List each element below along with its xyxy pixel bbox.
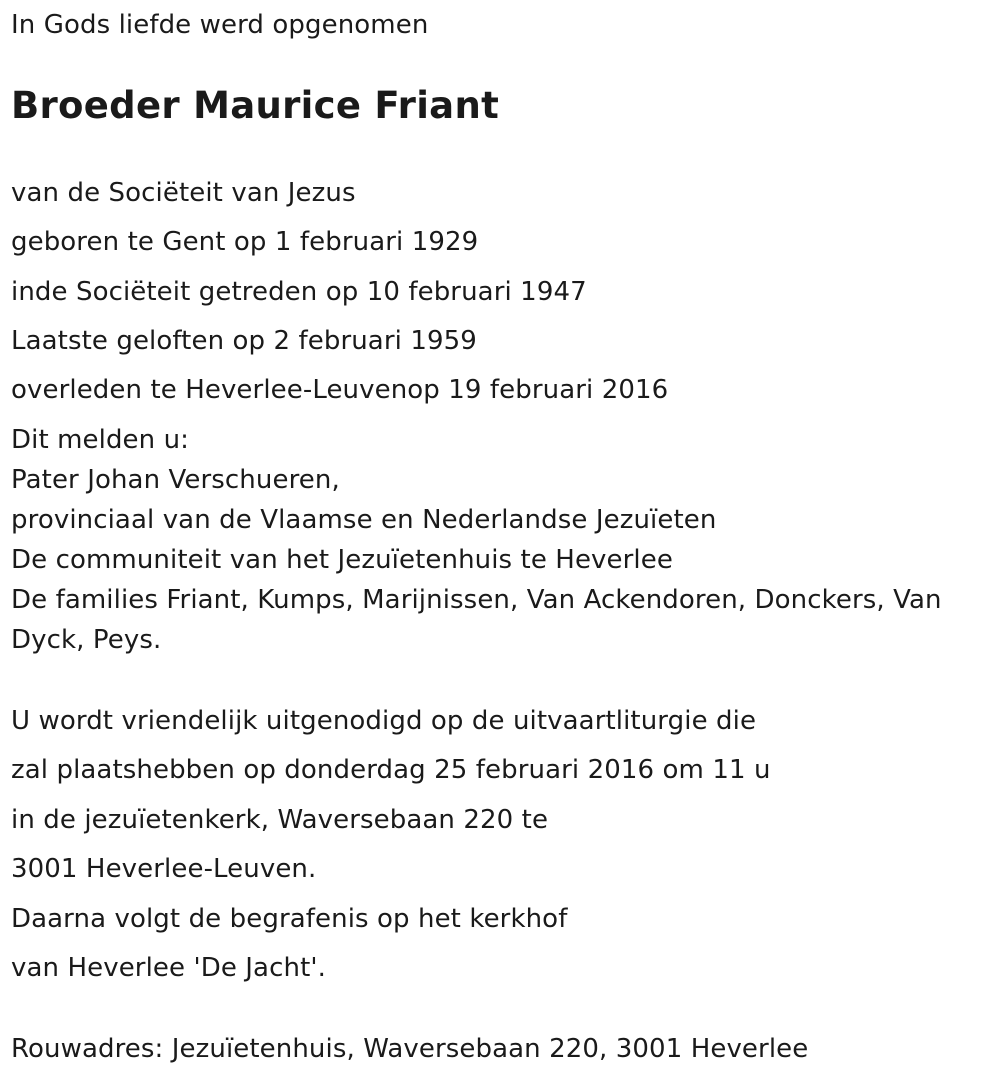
announcer-families: De families Friant, Kumps, Marijnissen, Van Ackendoren, Donckers, Van Dyck, Peys. [11, 585, 942, 655]
announcer-line: provinciaal van de Vlaamse en Nederlandse Jezuïeten [11, 505, 717, 535]
detail-society: van de Sociëteit van Jezus [11, 178, 356, 208]
announcer-line: De communiteit van het Jezuïetenhuis te Heverlee [11, 545, 673, 575]
detail-entry: inde Sociëteit getreden op 10 februari 1947 [11, 277, 587, 307]
invitation-line: van Heverlee 'De Jacht'. [11, 953, 326, 983]
announcer-line: Pater Johan Verschueren, [11, 465, 340, 495]
announcers-heading: Dit melden u: [11, 425, 190, 455]
detail-birth: geboren te Gent op 1 februari 1929 [11, 227, 479, 257]
detail-vows: Laatste geloften op 2 februari 1959 [11, 326, 477, 356]
invitation-line: in de jezuïetenkerk, Waversebaan 220 te [11, 805, 549, 835]
invitation-line: zal plaatshebben op donderdag 25 februari 2016 om 11 u [11, 755, 771, 785]
deceased-name: Broeder Maurice Friant [11, 84, 500, 127]
invitation-line: Daarna volgt de begrafenis op het kerkhof [11, 904, 568, 934]
invitation-line: 3001 Heverlee-Leuven. [11, 854, 317, 884]
intro-text: In Gods liefde werd opgenomen [11, 10, 429, 40]
mourning-address: Rouwadres: Jezuïetenhuis, Waversebaan 220, 3001 Heverlee [11, 1034, 809, 1064]
detail-death: overleden te Heverlee-Leuvenop 19 februari 2016 [11, 375, 669, 405]
invitation-line: U wordt vriendelijk uitgenodigd op de uitvaartliturgie die [11, 706, 757, 736]
